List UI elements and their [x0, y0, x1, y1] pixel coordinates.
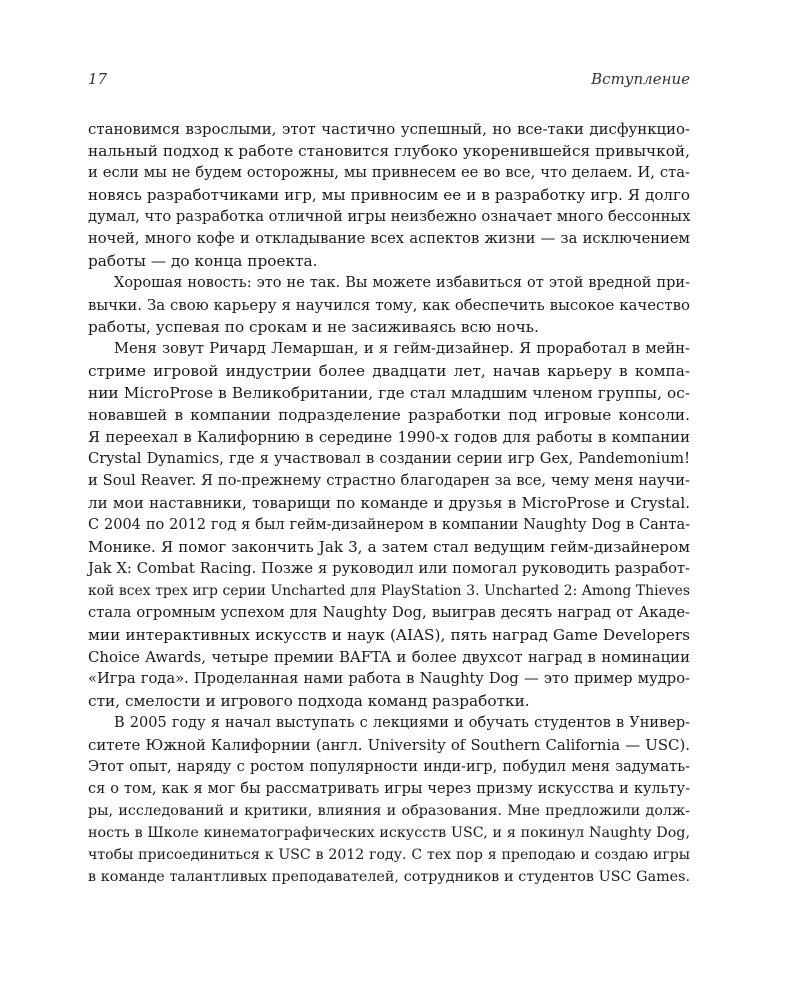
text-line: думал, что разработка отличной игры неизбежно означает много бессонных [88, 208, 691, 225]
text-line: Jak X: Combat Racing. Позже я руководил или помогал руководить разработ- [88, 560, 690, 577]
text-line: Монике. Я помог закончить Jak 3, а затем стал ведущим гейм-дизайнером [88, 538, 690, 556]
text-line: Я переехал в Калифорнию в середине 1990-х годов для работы в компании [88, 428, 690, 446]
page-number: 17 [88, 70, 108, 88]
text-line: работы, успевая по срокам и не засиживаясь всю ночь. [88, 318, 539, 336]
text-line: Этот опыт, наряду с ростом популярности инди-игр, побудил меня задумать- [88, 759, 690, 775]
text-line: Crystal Dynamics, где я участвовал в создании серии игр Gex, Pandemonium! [88, 450, 690, 467]
text-line: В 2005 году я начал выступать с лекциями и обучать студентов в Универ- [114, 715, 690, 731]
text-line: и Soul Reaver. Я по-прежнему страстно благодарен за все, чему меня научи- [88, 472, 690, 489]
text-line: Хорошая новость: это не так. Вы можете избавиться от этой вредной при- [114, 275, 690, 291]
text-line: «Игра года». Проделанная нами работа в Naughty Dog — это пример мудро- [88, 670, 690, 687]
body-text [88, 118, 690, 888]
text-line: нии MicroProse в Великобритании, где стал младшим членом группы, ос- [88, 384, 690, 402]
chapter-title: Вступление [591, 70, 690, 88]
text-line: и если мы не будем осторожны, мы привнесем ее во все, что делаем. И, ста- [88, 164, 690, 181]
text-line: нальный подход к работе становится глубоко укоренившейся привычкой, [88, 142, 690, 160]
paragraph-3 [88, 338, 690, 712]
paragraph-1 [88, 118, 690, 272]
text-line: ситете Южной Калифорнии (англ. University of Southern California — USC). [88, 736, 690, 754]
text-line: чтобы присоединиться к USC в 2012 году. С тех пор я преподаю и создаю игры [88, 847, 690, 863]
text-line: ность в Школе кинематографических искусств USC, и я покинул Naughty Dog, [88, 825, 690, 841]
text-line: мии интерактивных искусств и наук (AIAS), пять наград Game Developers [88, 626, 690, 644]
running-header [88, 70, 690, 88]
text-line: С 2004 по 2012 год я был гейм-дизайнером в компании Naughty Dog в Санта- [88, 517, 690, 533]
text-line: стриме игровой индустрии более двадцати лет, начав карьеру в компа- [88, 362, 690, 380]
text-line: становимся взрослыми, этот частично успешный, но все-таки дисфункцио- [88, 120, 690, 138]
text-line: новавшей в компании подразделение разработки под игровые консоли. [88, 406, 690, 424]
text-line: ся о том, как я мог бы рассматривать игры через призму искусства и культу- [88, 781, 690, 797]
text-line: кой всех трех игр серии Uncharted для PlayStation 3. Uncharted 2: Among Thieves [88, 583, 690, 599]
paragraph-4 [88, 712, 690, 888]
text-line: ры, исследований и критики, влияния и образования. Мне предложили долж- [88, 803, 690, 819]
text-line: новясь разработчиками игр, мы привносим ее и в разработку игр. Я долго [88, 186, 690, 204]
text-line: вычки. За свою карьеру я научился тому, как обеспечить высокое качество [88, 296, 690, 314]
text-line: ночей, много кофе и откладывание всех аспектов жизни — за исключением [88, 230, 690, 247]
text-line: работы — до конца проекта. [88, 252, 318, 270]
text-line: стала огромным успехом для Naughty Dog, выиграв десять наград от Акаде- [88, 604, 690, 621]
text-line: сти, смелости и игрового подхода команд разработки. [88, 692, 530, 710]
text-line: ли мои наставники, товарищи по команде и друзья в MicroProse и Crystal. [88, 494, 690, 512]
paragraph-2 [88, 272, 690, 338]
text-line: Choice Awards, четыре премии BAFTA и более двухсот наград в номинации [88, 648, 690, 666]
text-line: Меня зовут Ричард Лемаршан, и я гейм-дизайнер. Я проработал в мейн- [114, 340, 690, 357]
text-line: в команде талантливых преподавателей, сотрудников и студентов USC Games. [88, 869, 690, 885]
